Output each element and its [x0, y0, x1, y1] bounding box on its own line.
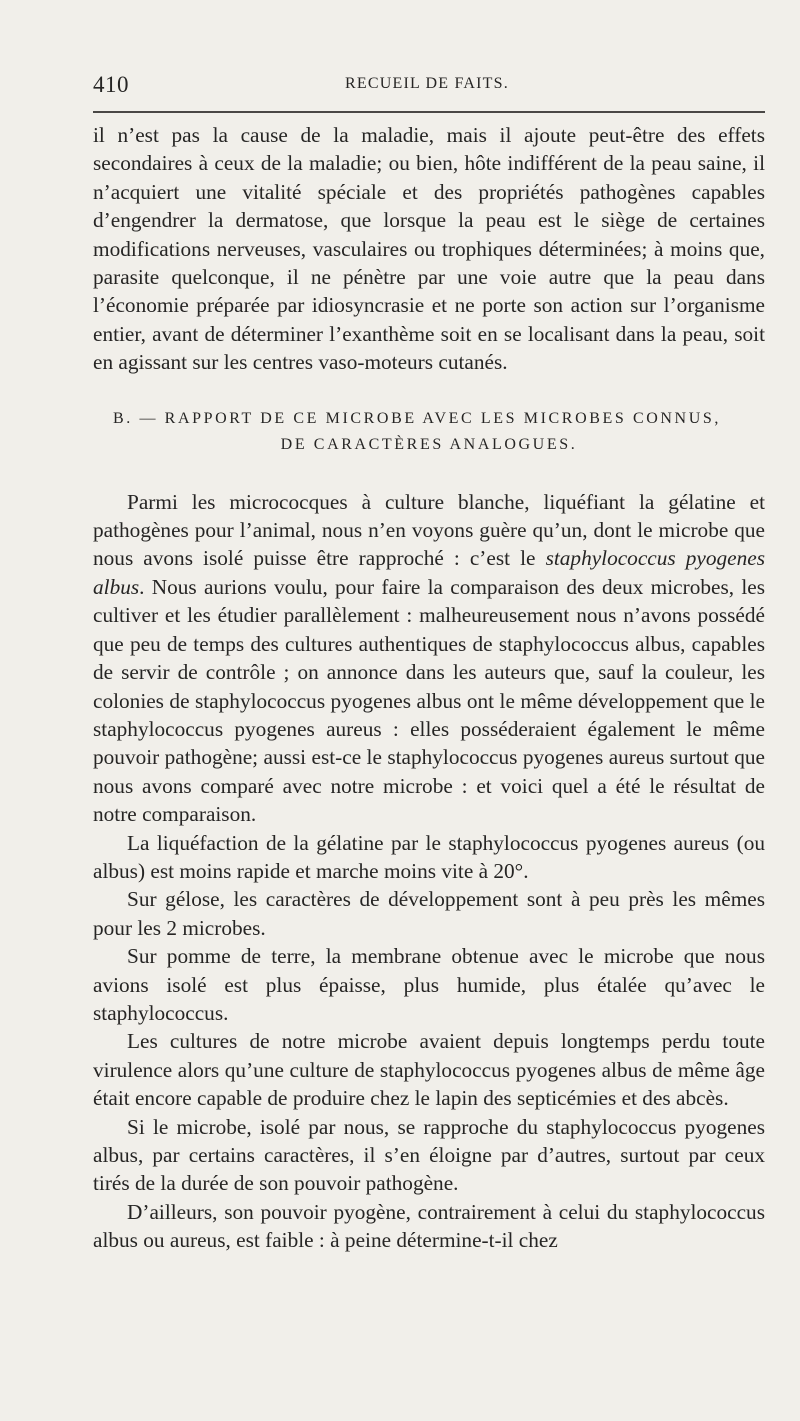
- species-name-italic: staphylococcus pyogenes albus: [93, 546, 765, 599]
- section-heading: [93, 406, 765, 458]
- paragraph-virulence: Les cultures de notre microbe avaient depuis longtemps perdu toute virulence alors qu’une culture de staphylococcus pyogenes albus de même âge était encore capable de produire chez le lapin des septicémies et des abcès.: [93, 1029, 765, 1111]
- header-rule: [93, 111, 765, 113]
- paragraph-gelatin: La liquéfaction de la gélatine par le staphylococcus pyogenes aureus (ou albus) est moins rapide et marche moins vite à 20°.: [93, 830, 765, 883]
- page-header: [93, 66, 765, 106]
- body-text: [93, 121, 765, 1255]
- paragraph-comparison-rest: . Nous aurions voulu, pour faire la comparaison des deux microbes, les cultiver et les étudier parallèlement : malheureusement nous n’avons possédé que peu de temps des cultures authentiques de staphylococcus albus, capables de servir de contrôle ; on annonce dans les auteurs que, sauf la couleur, les colonies de staphylococcus pyogenes albus ont le même développement que le staphylococcus pyogenes aureus : elles posséderaient également le même pouvoir pathogène; aussi est-ce le staphylococcus pyogenes aureus surtout que nous avons comparé avec notre microbe : et voici quel a été le résultat de notre comparaison.: [93, 574, 765, 827]
- paragraph-pyogenic: D’ailleurs, son pouvoir pyogène, contrairement à celui du staphylococcus albus ou aureus, est faible : à peine détermine-t-il chez: [93, 1199, 765, 1253]
- running-title: RECUEIL DE FAITS.: [345, 75, 509, 92]
- paragraph-gelose: Sur gélose, les caractères de développement sont à peu près les mêmes pour les 2 microbes.: [93, 887, 765, 940]
- section-heading-line-1: B. — RAPPORT DE CE MICROBE AVEC LES MICROBES CONNUS,: [113, 409, 721, 427]
- paragraph-comparison: [93, 488, 765, 829]
- paragraph-potato: Sur pomme de terre, la membrane obtenue avec le microbe que nous avions isolé est plus épaisse, plus humide, plus étalée qu’avec le staphylococcus.: [93, 944, 765, 1025]
- section-heading-line-2: DE CARACTÈRES ANALOGUES.: [280, 435, 578, 453]
- paragraph-continued: il n’est pas la cause de la maladie, mais il ajoute peut-être des effets secondaires à ceux de la maladie; ou bien, hôte indifférent de la peau saine, il n’acquiert une vitalité spéciale et des propriétés pathogènes capables d’engendrer la dermatose, que lorsque la peau est le siège de certaines modifications nerveuses, vasculaires ou trophiques déterminées; à moins que, parasite quelconque, il ne pénètre par une voie autre que la peau dans l’économie préparée par idiosyncrasie et ne porte son action sur l’organisme entier, avant de déterminer l’exanthème soit en se localisant dans la peau, soit en agissant sur les centres vaso-moteurs cutanés.: [93, 123, 765, 375]
- page-number: 410: [93, 72, 129, 97]
- paragraph-differences: Si le microbe, isolé par nous, se rapproche du staphylococcus pyogenes albus, par certains caractères, il s’en éloigne par d’autres, surtout par ceux tirés de la durée de son pouvoir pathogène.: [93, 1114, 765, 1196]
- paragraph-comparison-start: Parmi les micrococques à culture blanche, liquéfiant la gélatine et pathogènes pour l’animal, nous n’en voyons guère qu’un, dont le microbe que nous avons isolé puisse être rapproché : c’est le: [93, 489, 765, 571]
